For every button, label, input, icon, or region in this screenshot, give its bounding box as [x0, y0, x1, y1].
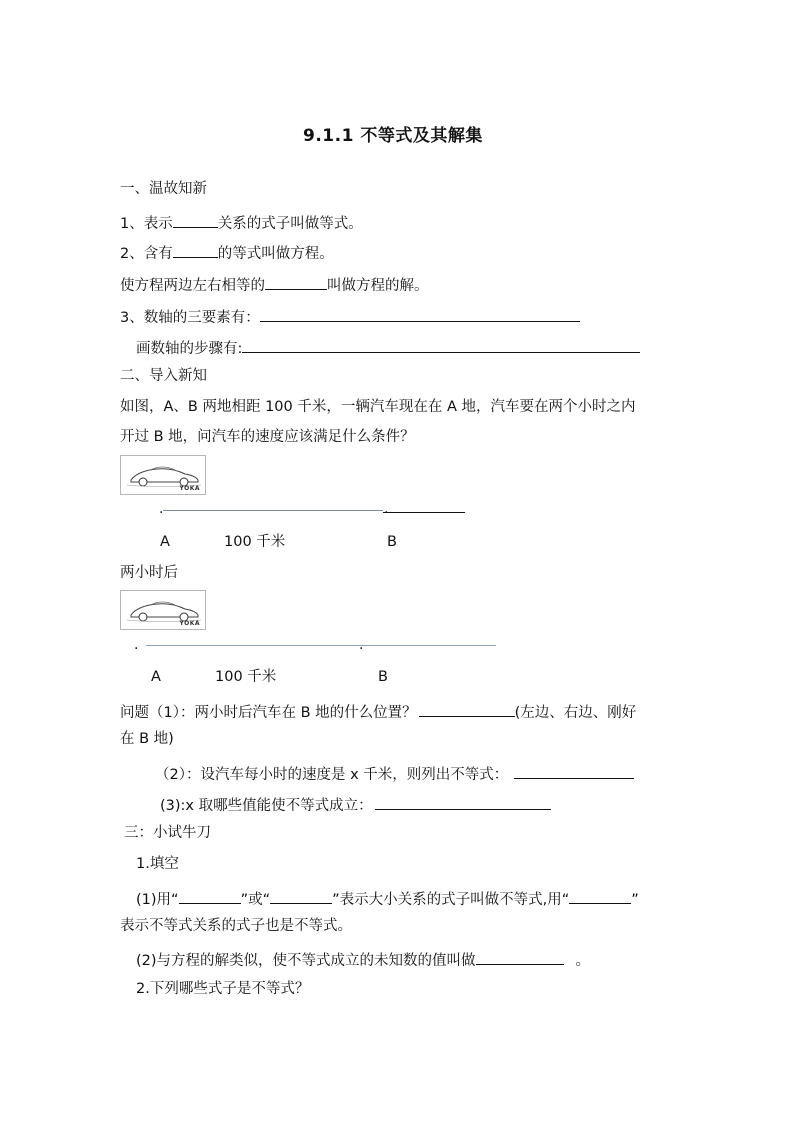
question-2b-prefix: 使方程两边左右相等的	[120, 278, 265, 294]
answer-blank[interactable]	[569, 889, 631, 904]
diagram2-label-b: B	[378, 669, 388, 685]
question-2b	[120, 275, 429, 294]
fill-question-1	[136, 889, 639, 908]
question-2-suffix: 的等式叫做方程。	[217, 246, 334, 262]
distance-line-1-ext	[383, 512, 465, 513]
section3-heading: 三：小试牛刀	[124, 825, 211, 841]
page-title: 9.1.1 不等式及其解集	[303, 126, 483, 146]
question-2-prefix: 2、含有	[120, 246, 173, 262]
question-values-text: (3):x 取哪些值能使不等式成立：	[160, 798, 373, 814]
car-image	[120, 590, 206, 630]
fill-question-2-text: (2)与方程的解类似，使不等式成立的未知数的值叫做	[136, 953, 476, 969]
answer-blank[interactable]	[173, 243, 218, 258]
fill-question-2	[136, 950, 590, 969]
answer-blank[interactable]	[242, 338, 640, 353]
distance-line-2	[146, 645, 496, 646]
diagram1-label-distance: 100 千米	[224, 534, 286, 550]
answer-blank[interactable]	[173, 213, 218, 228]
question-inequality-text: （2）：设汽车每小时的速度是 x 千米，则列出不等式：	[155, 767, 509, 783]
diagram2-label-a: A	[151, 669, 161, 685]
answer-blank[interactable]	[179, 889, 241, 904]
distance-line-1	[163, 510, 383, 511]
fill-question-1-cont: 表示不等式关系的式子也是不等式。	[120, 918, 352, 934]
answer-blank[interactable]	[375, 795, 551, 810]
question-which-inequalities: 2.下列哪些式子是不等式？	[136, 981, 310, 997]
question-3b	[136, 338, 640, 357]
answer-blank[interactable]	[260, 307, 580, 322]
question-position-cont: 在 B 地)	[120, 731, 174, 747]
question-1	[120, 213, 363, 232]
fill-question-1-part-c: ”表示大小关系的式子叫做不等式,用“	[332, 892, 570, 908]
point-b-marker: .	[359, 637, 364, 653]
car-brand-label: YOKA	[179, 620, 200, 627]
fill-heading: 1.填空	[136, 856, 179, 872]
question-position-text: 问题（1）：两小时后汽车在 B 地的什么位置？	[120, 705, 417, 721]
diagram2-label-distance: 100 千米	[215, 669, 277, 685]
question-3-label: 3、数轴的三要素有：	[120, 310, 260, 326]
question-2b-suffix: 叫做方程的解。	[327, 278, 429, 294]
answer-blank[interactable]	[476, 950, 564, 965]
fill-question-1-part-a: (1)用“	[136, 892, 179, 908]
answer-blank[interactable]	[419, 702, 515, 717]
question-position-options: (左边、右边、刚好	[514, 705, 637, 721]
question-3b-label: 画数轴的步骤有:	[136, 341, 243, 357]
intro-line-2: 开过 B 地，问汽车的速度应该满足什么条件？	[120, 429, 415, 445]
question-position	[120, 702, 636, 721]
question-3	[120, 307, 580, 326]
car-brand-label: YOKA	[179, 485, 200, 492]
question-values	[160, 795, 551, 814]
fill-question-1-part-b: ”或“	[240, 892, 271, 908]
diagram1-label-b: B	[387, 534, 397, 550]
answer-blank[interactable]	[265, 275, 327, 290]
question-1-prefix: 1、表示	[120, 216, 173, 232]
point-a-marker: .	[134, 637, 139, 653]
intro-line-1: 如图，A、B 两地相距 100 千米，一辆汽车现在在 A 地，汽车要在两个小时之内	[120, 399, 636, 415]
point-b-marker: .	[384, 501, 389, 517]
question-inequality	[155, 764, 634, 783]
car-image	[120, 455, 206, 495]
section2-heading: 二、导入新知	[120, 368, 207, 384]
fill-question-2-end: 。	[575, 953, 591, 969]
answer-blank[interactable]	[270, 889, 332, 904]
point-a-marker: .	[159, 501, 164, 517]
fill-question-1-part-d: ”	[631, 892, 639, 908]
question-1-suffix: 关系的式子叫做等式。	[217, 216, 363, 232]
after-two-hours: 两小时后	[120, 565, 178, 581]
question-2	[120, 243, 334, 262]
section1-heading: 一、温故知新	[120, 181, 207, 197]
diagram1-label-a: A	[160, 534, 170, 550]
answer-blank[interactable]	[514, 764, 634, 779]
